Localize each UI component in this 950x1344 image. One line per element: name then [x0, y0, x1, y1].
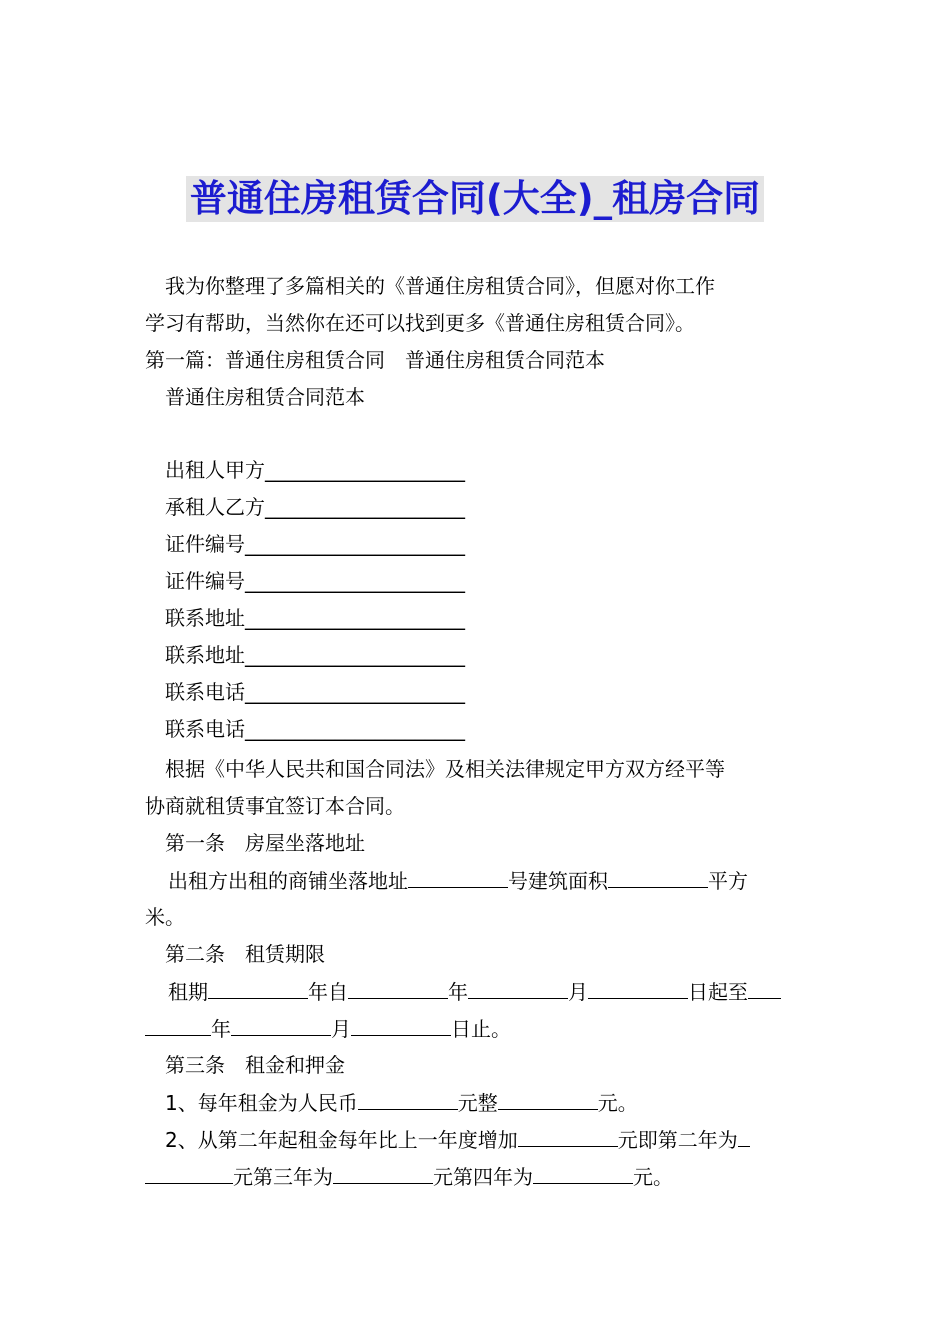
fill-blank	[231, 1013, 331, 1036]
article-3-item-2-line-1: 2、从第二年起租金每年比上一年度增加 元即第二年为	[165, 1124, 830, 1155]
fill-blank: ____________________	[265, 495, 465, 519]
fill-blank	[533, 1161, 633, 1184]
fill-blank	[608, 865, 708, 888]
article-1-line-1: 出租方出租的商铺坐落地址 号建筑面积 平方	[168, 865, 833, 896]
intro-line-1: 我为你整理了多篇相关的《普通住房租赁合同》，但愿对你工作	[165, 274, 715, 298]
article-1-line-2: 米。	[145, 905, 185, 929]
party-label: 联系电话	[165, 717, 245, 741]
article-2-line-2: 年 月 日止。	[145, 1013, 810, 1044]
fill-blank	[748, 976, 781, 999]
article-2-line-1: 租期 年自 年 月 日起至	[168, 976, 833, 1007]
fill-blank: ______________________	[245, 643, 465, 667]
fill-blank	[588, 976, 688, 999]
fill-blank: ______________________	[245, 680, 465, 704]
preamble-line-1: 根据《中华人民共和国合同法》及相关法律规定甲方双方经平等	[165, 757, 725, 781]
article-3-item-1: 1、每年租金为人民币 元整 元。	[165, 1087, 830, 1118]
party-line-id-1	[165, 529, 830, 559]
fill-blank	[348, 976, 448, 999]
party-label: 承租人乙方	[165, 495, 265, 519]
contract-title: 普通住房租赁合同范本	[165, 385, 365, 409]
article-3-item-2-line-2: 元第三年为 元第四年为 元。	[145, 1161, 810, 1192]
party-label: 证件编号	[165, 532, 245, 556]
fill-blank	[468, 976, 568, 999]
fill-blank	[208, 976, 308, 999]
party-line-phone-2	[165, 714, 830, 744]
fill-blank	[351, 1013, 451, 1036]
fill-blank: ______________________	[245, 532, 465, 556]
party-line-address-1	[165, 603, 830, 633]
fill-blank: ______________________	[245, 717, 465, 741]
party-label: 联系地址	[165, 643, 245, 667]
intro-line-2: 学习有帮助，当然你在还可以找到更多《普通住房租赁合同》。	[145, 311, 695, 335]
fill-blank: ______________________	[245, 606, 465, 630]
fill-blank	[518, 1124, 618, 1147]
article-2-heading: 第二条 租赁期限	[165, 942, 325, 966]
party-label: 联系电话	[165, 680, 245, 704]
fill-blank	[145, 1013, 211, 1036]
article-3-heading: 第三条 租金和押金	[165, 1053, 345, 1077]
party-label: 证件编号	[165, 569, 245, 593]
party-label: 联系地址	[165, 606, 245, 630]
fill-blank: ____________________	[265, 458, 465, 482]
party-line-id-2	[165, 566, 830, 596]
party-line-lessee	[165, 492, 830, 522]
fill-blank	[333, 1161, 433, 1184]
chapter-heading: 第一篇：普通住房租赁合同 普通住房租赁合同范本	[145, 348, 605, 372]
fill-blank: ______________________	[245, 569, 465, 593]
document-title: 普通住房租赁合同(大全)_租房合同	[186, 176, 764, 222]
fill-blank	[358, 1087, 458, 1110]
fill-blank	[498, 1087, 598, 1110]
fill-blank	[738, 1124, 750, 1147]
party-line-lessor	[165, 455, 830, 485]
article-1-heading: 第一条 房屋坐落地址	[165, 831, 365, 855]
party-line-phone-1	[165, 677, 830, 707]
fill-blank	[145, 1161, 233, 1184]
preamble-line-2: 协商就租赁事宜签订本合同。	[145, 794, 405, 818]
party-line-address-2	[165, 640, 830, 670]
title-container	[0, 176, 950, 222]
fill-blank	[408, 865, 508, 888]
party-label: 出租人甲方	[165, 458, 265, 482]
